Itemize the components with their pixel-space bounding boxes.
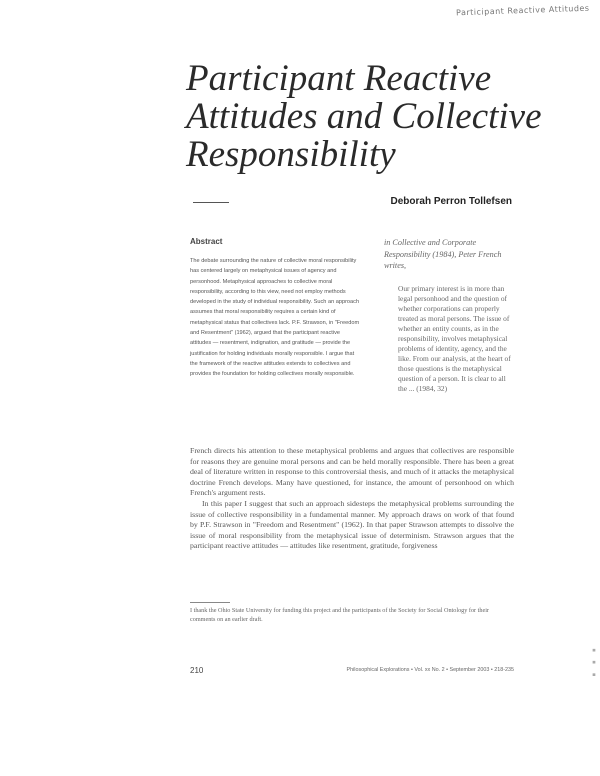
abstract-text: The debate surrounding the nature of collective moral responsibility has centered largely on metaphysical issues of agency and personhood. Metaphysical approaches to collective moral responsibility, according to this view, need not employ methods developed in the study of individual responsibility. Such an approach assumes that moral responsibility requires a certain kind of metaphysical status that collectives lack. P.F. Strawson, in "Freedom and Resentment" (1962), argued that the participant reactive attitudes — resentment, indignation, and gratitude — provide the justification for holding individuals morally responsible. I argue that the framework of the reactive attitudes extends to collectives and provides the foundation for holding collectives morally responsible. bbox=[190, 258, 360, 378]
edge-scan-mark: ▪ ▪ ▪ bbox=[590, 646, 598, 679]
abstract-heading: Abstract bbox=[190, 237, 223, 246]
page-corner-mark: Participant Reactive Attitudes bbox=[456, 3, 591, 18]
epigraph-quote: Our primary interest is in more than legal personhood and the question of whether corporations can properly treated as moral persons. The issue of whether an entity counts, as in the responsibility, involves metaphysical problems of identity, agency, and the like. From our analysis, at the heart of those questions is the metaphysical question of a person. It is clear to all the ... (1984, 32) bbox=[398, 284, 511, 393]
abstract-section bbox=[190, 237, 362, 432]
footnote-divider bbox=[190, 602, 230, 603]
epigraph-source: in Collective and Corporate Responsibility (1984), Peter French writes, bbox=[384, 238, 502, 271]
body-text bbox=[190, 446, 514, 552]
body-paragraph: In this paper I suggest that such an approach sidesteps the metaphysical problems surrounding the issue of collective responsibility in a fundamental manner. My approach draws on work of that found by P.F. Strawson in "Freedom and Resentment" (1962). In that paper Strawson attempts to dissolve the issue of moral responsibility from the metaphysical issue of determinism. Strawson argues that the participant reactive attitudes — attitudes like resentment, gratitude, forgiveness bbox=[190, 498, 514, 551]
journal-citation: Philosophical Explorations • Vol. xx No. 2 • September 2003 • 218-235 bbox=[346, 667, 514, 673]
author-name: Deborah Perron Tollefsen bbox=[390, 196, 512, 207]
page-number: 210 bbox=[190, 666, 204, 675]
footnote: I thank the Ohio State University for funding this project and the participants of the Society for Social Ontology for their comments on an earlier draft. bbox=[190, 607, 489, 623]
body-paragraph: French directs his attention to these metaphysical problems and argues that collectives are responsible for reasons they are genuine moral persons and can be held morally responsible. There has been a great deal of literature written in response to this controversial thesis, and much of it attacks the metaphysical doctrine French develops. Many have questioned, for instance, the amount of personhood on which French's argument rests. bbox=[190, 446, 514, 498]
title-divider bbox=[193, 202, 229, 203]
article-title: Participant Reactive Attitudes and Collective Responsibility bbox=[186, 58, 542, 175]
